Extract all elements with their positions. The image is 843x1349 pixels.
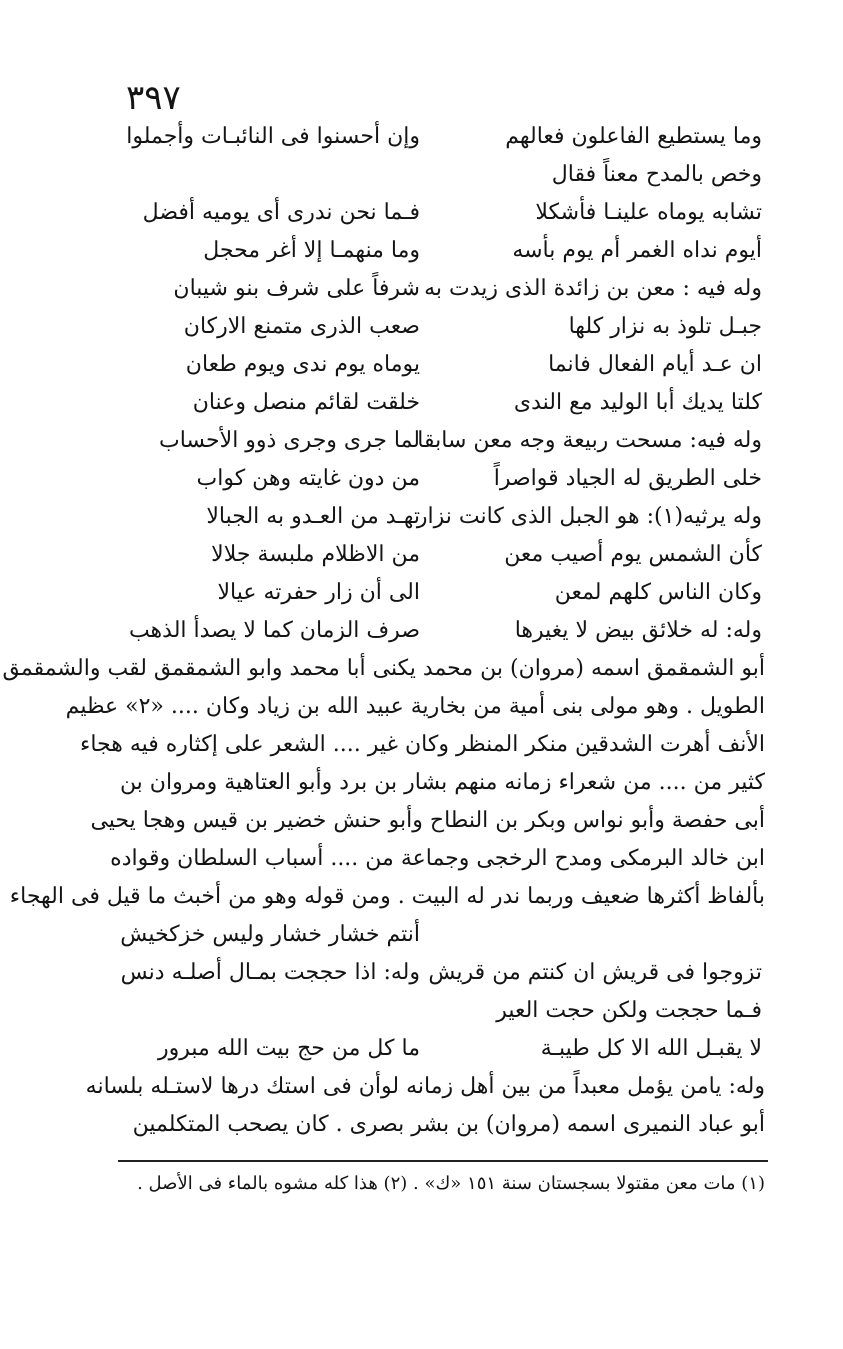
verse-hemistich: ما كل من حج بيت الله مبرور xyxy=(158,1036,420,1061)
verse-hemistich: وله يرثيه(١): هو الجبل الذى كانت نزار xyxy=(416,504,762,529)
verse-hemistich: خلى الطريق له الجياد قواصراً xyxy=(493,466,762,491)
verse-hemistich: أنتم خشار خشار وليس خزكخيش xyxy=(120,922,420,947)
verse-hemistich: وما منهمـا إلا أغر محجل xyxy=(203,238,420,263)
verse-hemistich: فـما نحن ندرى أى يوميه أفضل xyxy=(142,200,420,225)
verse-hemistich: تزوجوا فى قريش ان كنتم من قريش xyxy=(428,960,762,985)
verse-hemistich: صرف الزمان كما لا يصدأ الذهب xyxy=(128,618,420,643)
verse-hemistich: لا يقبـل الله الا كل طيبـة xyxy=(540,1036,762,1061)
prose-line: كثير من .... من شعراء زمانه منهم بشار بن برد وأبو العتاهية ومروان بن xyxy=(119,770,765,795)
verse-hemistich: وخص بالمدح معناً فقال xyxy=(551,162,762,187)
prose-line: بألفاظ أكثرها ضعيف وربما ندر له البيت . ومن قوله وهو من أخبث ما قيل فى الهجاء xyxy=(9,884,765,909)
verse-hemistich: وما يستطيع الفاعلون فعالهم xyxy=(505,124,762,149)
verse-hemistich: أيوم نداه الغمر أم يوم بأسه xyxy=(512,238,762,263)
verse-hemistich: صعب الذرى متمنع الاركان xyxy=(183,314,420,339)
verse-hemistich: خلقت لقائم منصل وعنان xyxy=(192,390,420,415)
prose-line: أبو الشمقمق اسمه (مروان) بن محمد يكنى أبا محمد وابو الشمقمق لقب والشمقمق xyxy=(2,656,765,681)
verse-hemistich: كلتا يديك أبا الوليد مع الندى xyxy=(513,390,762,415)
footnote-divider xyxy=(118,1160,768,1162)
verse-hemistich: وله: اذا حججت بمـال أصلـه دنس xyxy=(120,960,420,985)
verse-hemistich: الى أن زار حفرته عيالا xyxy=(217,580,420,605)
verse-hemistich: تهـد من العـدو به الجبالا xyxy=(206,504,420,529)
verse-hemistich: فـما حججت ولكن حجت العير xyxy=(496,998,762,1023)
verse-hemistich: يوماه يوم ندى ويوم طعان xyxy=(185,352,420,377)
prose-line: أبى حفصة وأبو نواس وبكر بن النطاح وأبو حنش خضير بن قيس وهجا يحيى xyxy=(90,808,765,833)
prose-line: وله: يامن يؤمل معبداً من بين أهل زمانه لوأن فى استك درها لاستـله بلسانه xyxy=(85,1074,765,1099)
verse-hemistich: وله فيه : معن بن زائدة الذى زيدت به xyxy=(424,276,762,301)
verse-hemistich: وإن أحسنوا فى النائبـات وأجملوا xyxy=(126,124,420,149)
verse-hemistich: من الاظلام ملبسة جلالا xyxy=(211,542,420,567)
footnote: (١) مات معن مقتولا بسجستان سنة ١٥١ «ك» . (٢) هذا كله مشوه بالماء فى الأصل . xyxy=(137,1173,765,1194)
verse-hemistich: لما جرى وجرى ذوو الأحساب xyxy=(159,428,420,453)
verse-hemistich: ان عـد أيام الفعال فانما xyxy=(548,352,762,377)
verse-hemistich: وله: له خلائق بيض لا يغيرها xyxy=(514,618,762,643)
verse-hemistich: كأن الشمس يوم أصيب معن xyxy=(504,542,762,567)
prose-line: أبو عباد النميرى اسمه (مروان) بن بشر بصرى . كان يصحب المتكلمين xyxy=(132,1112,765,1137)
verse-hemistich: وله فيه: مسحت ربيعة وجه معن سابقا xyxy=(417,428,762,453)
prose-line: ابن خالد البرمكى ومدح الرخجى وجماعة من .... أسباب السلطان وقواده xyxy=(110,846,765,871)
verse-hemistich: جبـل تلوذ به نزار كلها xyxy=(568,314,762,339)
prose-line: الطويل . وهو مولى بنى أمية من بخارية عبيد الله بن زياد وكان .... «٢» عظيم xyxy=(65,694,765,719)
prose-line: الأنف أهرت الشدقين منكر المنظر وكان غير .... الشعر على إكثاره فيه هجاء xyxy=(79,732,765,757)
verse-hemistich: من دون غايته وهن كواب xyxy=(196,466,420,491)
page-number: ٣٩٧ xyxy=(126,78,181,118)
verse-hemistich: شرفاً على شرف بنو شيبان xyxy=(173,276,420,301)
verse-hemistich: وكان الناس كلهم لمعن xyxy=(554,580,762,605)
verse-hemistich: تشابه يوماه علينـا فأشكلا xyxy=(535,200,762,225)
